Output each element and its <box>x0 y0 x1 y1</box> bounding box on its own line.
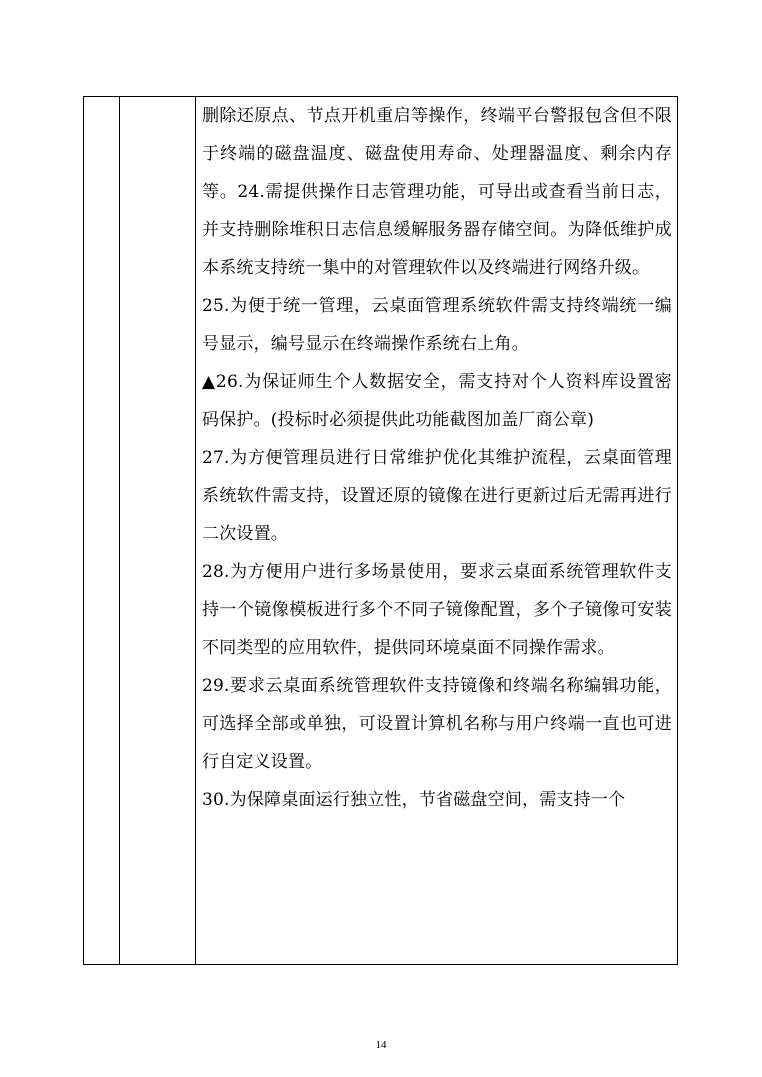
paragraph-item-30: 30.为保障桌面运行独立性，节省磁盘空间，需支持一个 <box>202 790 626 810</box>
table-content-cell <box>202 97 672 819</box>
table-column-divider <box>119 97 120 964</box>
paragraph-item-26: ▲26.为保证师生个人数据安全，需支持对个人资料库设置密码保护。(投标时必须提供此功能截图加盖厂商公章) <box>202 372 672 430</box>
paragraph-item-25: 25.为便于统一管理，云桌面管理系统软件需支持终端统一编号显示，编号显示在终端操作系统右上角。 <box>202 296 672 354</box>
table-column-divider <box>195 97 196 964</box>
paragraph-item-27: 27.为方便管理员进行日常维护优化其维护流程，云桌面管理系统软件需支持，设置还原的镜像在进行更新过后无需再进行二次设置。 <box>202 448 672 544</box>
requirements-table <box>83 96 678 965</box>
paragraph-item-29: 29.要求云桌面系统管理软件支持镜像和终端名称编辑功能，可选择全部或单独，可设置计算机名称与用户终端一直也可进行自定义设置。 <box>202 676 672 772</box>
page-number: 14 <box>375 1039 387 1051</box>
paragraph-item-28: 28.为方便用户进行多场景使用，要求云桌面系统管理软件支持一个镜像模板进行多个不同子镜像配置，多个子镜像可安装不同类型的应用软件，提供同环境桌面不同操作需求。 <box>202 562 672 658</box>
paragraph-continuation-24: 删除还原点、节点开机重启等操作，终端平台警报包含但不限于终端的磁盘温度、磁盘使用寿命、处理器温度、剩余内存等。24.需提供操作日志管理功能，可导出或查看当前日志，并支持删除堆积日志信息缓解服务器存储空间。为降低维护成本系统支持统一集中的对管理软件以及终端进行网络升级。 <box>202 106 672 278</box>
